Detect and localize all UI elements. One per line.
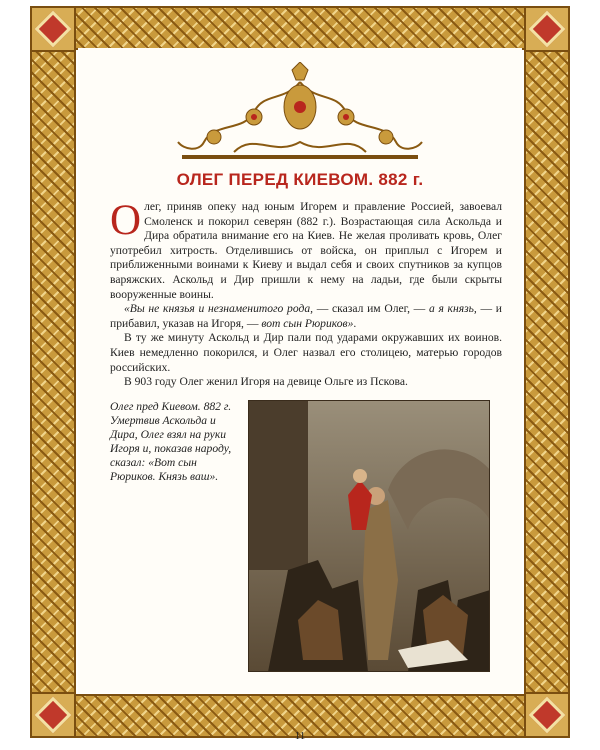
quote-text-1: «Вы не князья и незнаменитого рода, [124, 302, 314, 316]
illustration-caption: Олег пред Киевом. 882 г. Умертвив Аскольда и Дира, Олег взял на руки Игоря и, показав народу, сказал: «Вот сын Рюриков. Князь ваш». [110, 400, 232, 483]
header-ornament [174, 62, 426, 162]
corner-ornament-top-right [524, 6, 570, 52]
border-left [30, 6, 76, 738]
quote-text-3: а я князь, [428, 302, 477, 316]
illustration-image [248, 400, 490, 672]
paragraph-3: В 903 году Олег женил Игоря на девице Ольге из Пскова. [124, 375, 408, 389]
quote-text-5: вот сын Рюриков» [261, 316, 354, 330]
quote-text-4: — и прибавил, указав на Игоря, — [110, 302, 502, 330]
corner-ornament-top-left [30, 6, 76, 52]
article-body [110, 197, 502, 390]
paragraph-text-1: лег, приняв опеку над юным Игорем и правление Россией, завоевал Смоленск и покорил северян (882 г.). Возрастающая сила Аскольда и Дира обратила внимание его на Киев. Не желая проливать кровь, Олег употребил хитрость. Отделившись от войска, он приплыл с Игорем и приближенными воинами к Киеву и выдал себя и своих спутников за купцов варяжских. Аскольд и Дир пришли к нему на ладьи, где были скрыты вооруженные воины. [110, 200, 502, 301]
paragraph-2: В ту же минуту Аскольд и Дир пали под ударами окружавших их воинов. Киев немедленно покорился, и Олег назвал его столицею, матерью городов российских. [110, 331, 502, 374]
border-top [30, 6, 570, 50]
quote-text-2: — сказал им Олег, — [313, 302, 429, 316]
paragraph-1 [110, 197, 502, 302]
drop-cap: О [110, 197, 142, 244]
page-number: 11 [294, 730, 306, 742]
page-title: ОЛЕГ ПЕРЕД КИЕВОМ. 882 г. [176, 170, 424, 189]
quote-paragraph [110, 302, 502, 331]
border-right [524, 6, 570, 738]
quote-text-6: . [353, 316, 357, 330]
